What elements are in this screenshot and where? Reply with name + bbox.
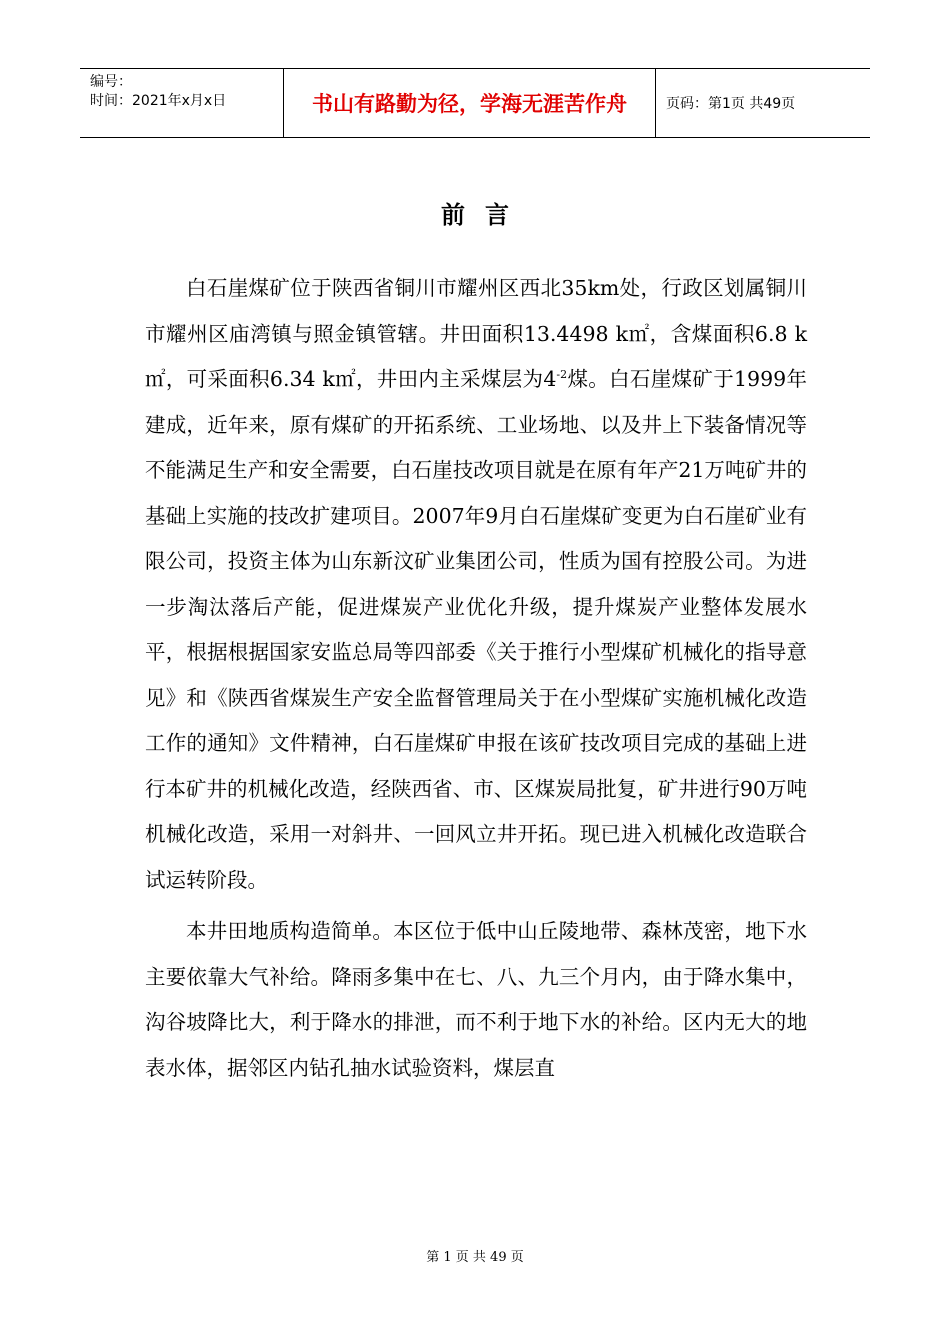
page-title: 前言 bbox=[441, 201, 529, 229]
paragraph-text: 白石崖煤矿位于陕西省铜川市耀州区西北35km处，行政区划属铜川市耀州区庙湾镇与照金镇管辖。井田面积13.4498 k㎡，含煤面积6.8 k㎡，可采面积6.34 k㎡，井田内主采煤层为4 bbox=[145, 276, 807, 391]
header-motto: 书山有路勤为径，学海无涯苦作舟 bbox=[284, 69, 656, 137]
paragraph-text: 煤。白石崖煤矿于1999年建成，近年来，原有煤矿的开拓系统、工业场地、以及井上下装备情况等不能满足生产和安全需要，白石崖技改项目就是在原有年产21万吨矿井的基础上实施的技改扩建项目。2007年9月白石崖煤矿变更为白石崖矿业有限公司，投资主体为山东新汶矿业集团公司，性质为国有控股公司。为进一步淘汰落后产能，促进煤炭产业优化升级，提升煤炭产业整体发展水平，根据根据国家安监总局等四部委《关于推行小型煤矿机械化的指导意见》和《陕西省煤炭生产安全监督管理局关于在小型煤矿实施机械化改造工作的通知》文件精神，白石崖煤矿申报在该矿技改项目完成的基础上进行本矿井的机械化改造，经陕西省、市、区煤炭局批复，矿井进行90万吨机械化改造，采用一对斜井、一回风立井开拓。现已进入机械化改造联合试运转阶段。 bbox=[145, 367, 808, 892]
document-number-label: 编号： bbox=[90, 74, 132, 90]
paragraph-geology: 本井田地质构造简单。本区位于低中山丘陵地带、森林茂密，地下水主要依靠大气补给。降雨多集中在七、八、九三个月内，由于降水集中，沟谷坡降比大，利于降水的排泄，而不利于地下水的补给。区内无大的地表水体，据邻区内钻孔抽水试验资料，煤层直 bbox=[145, 919, 807, 1080]
header-page-info: 页码：第1页 共49页 bbox=[666, 96, 796, 112]
body-content bbox=[145, 266, 807, 1091]
paragraph-intro bbox=[145, 266, 807, 903]
page-footer: 第 1 页 共 49 页 bbox=[426, 1250, 524, 1265]
header-meta bbox=[80, 69, 284, 137]
page-header bbox=[80, 68, 870, 138]
document-date: 时间：2021年x月x日 bbox=[90, 93, 227, 109]
superscript: -2 bbox=[556, 368, 568, 382]
